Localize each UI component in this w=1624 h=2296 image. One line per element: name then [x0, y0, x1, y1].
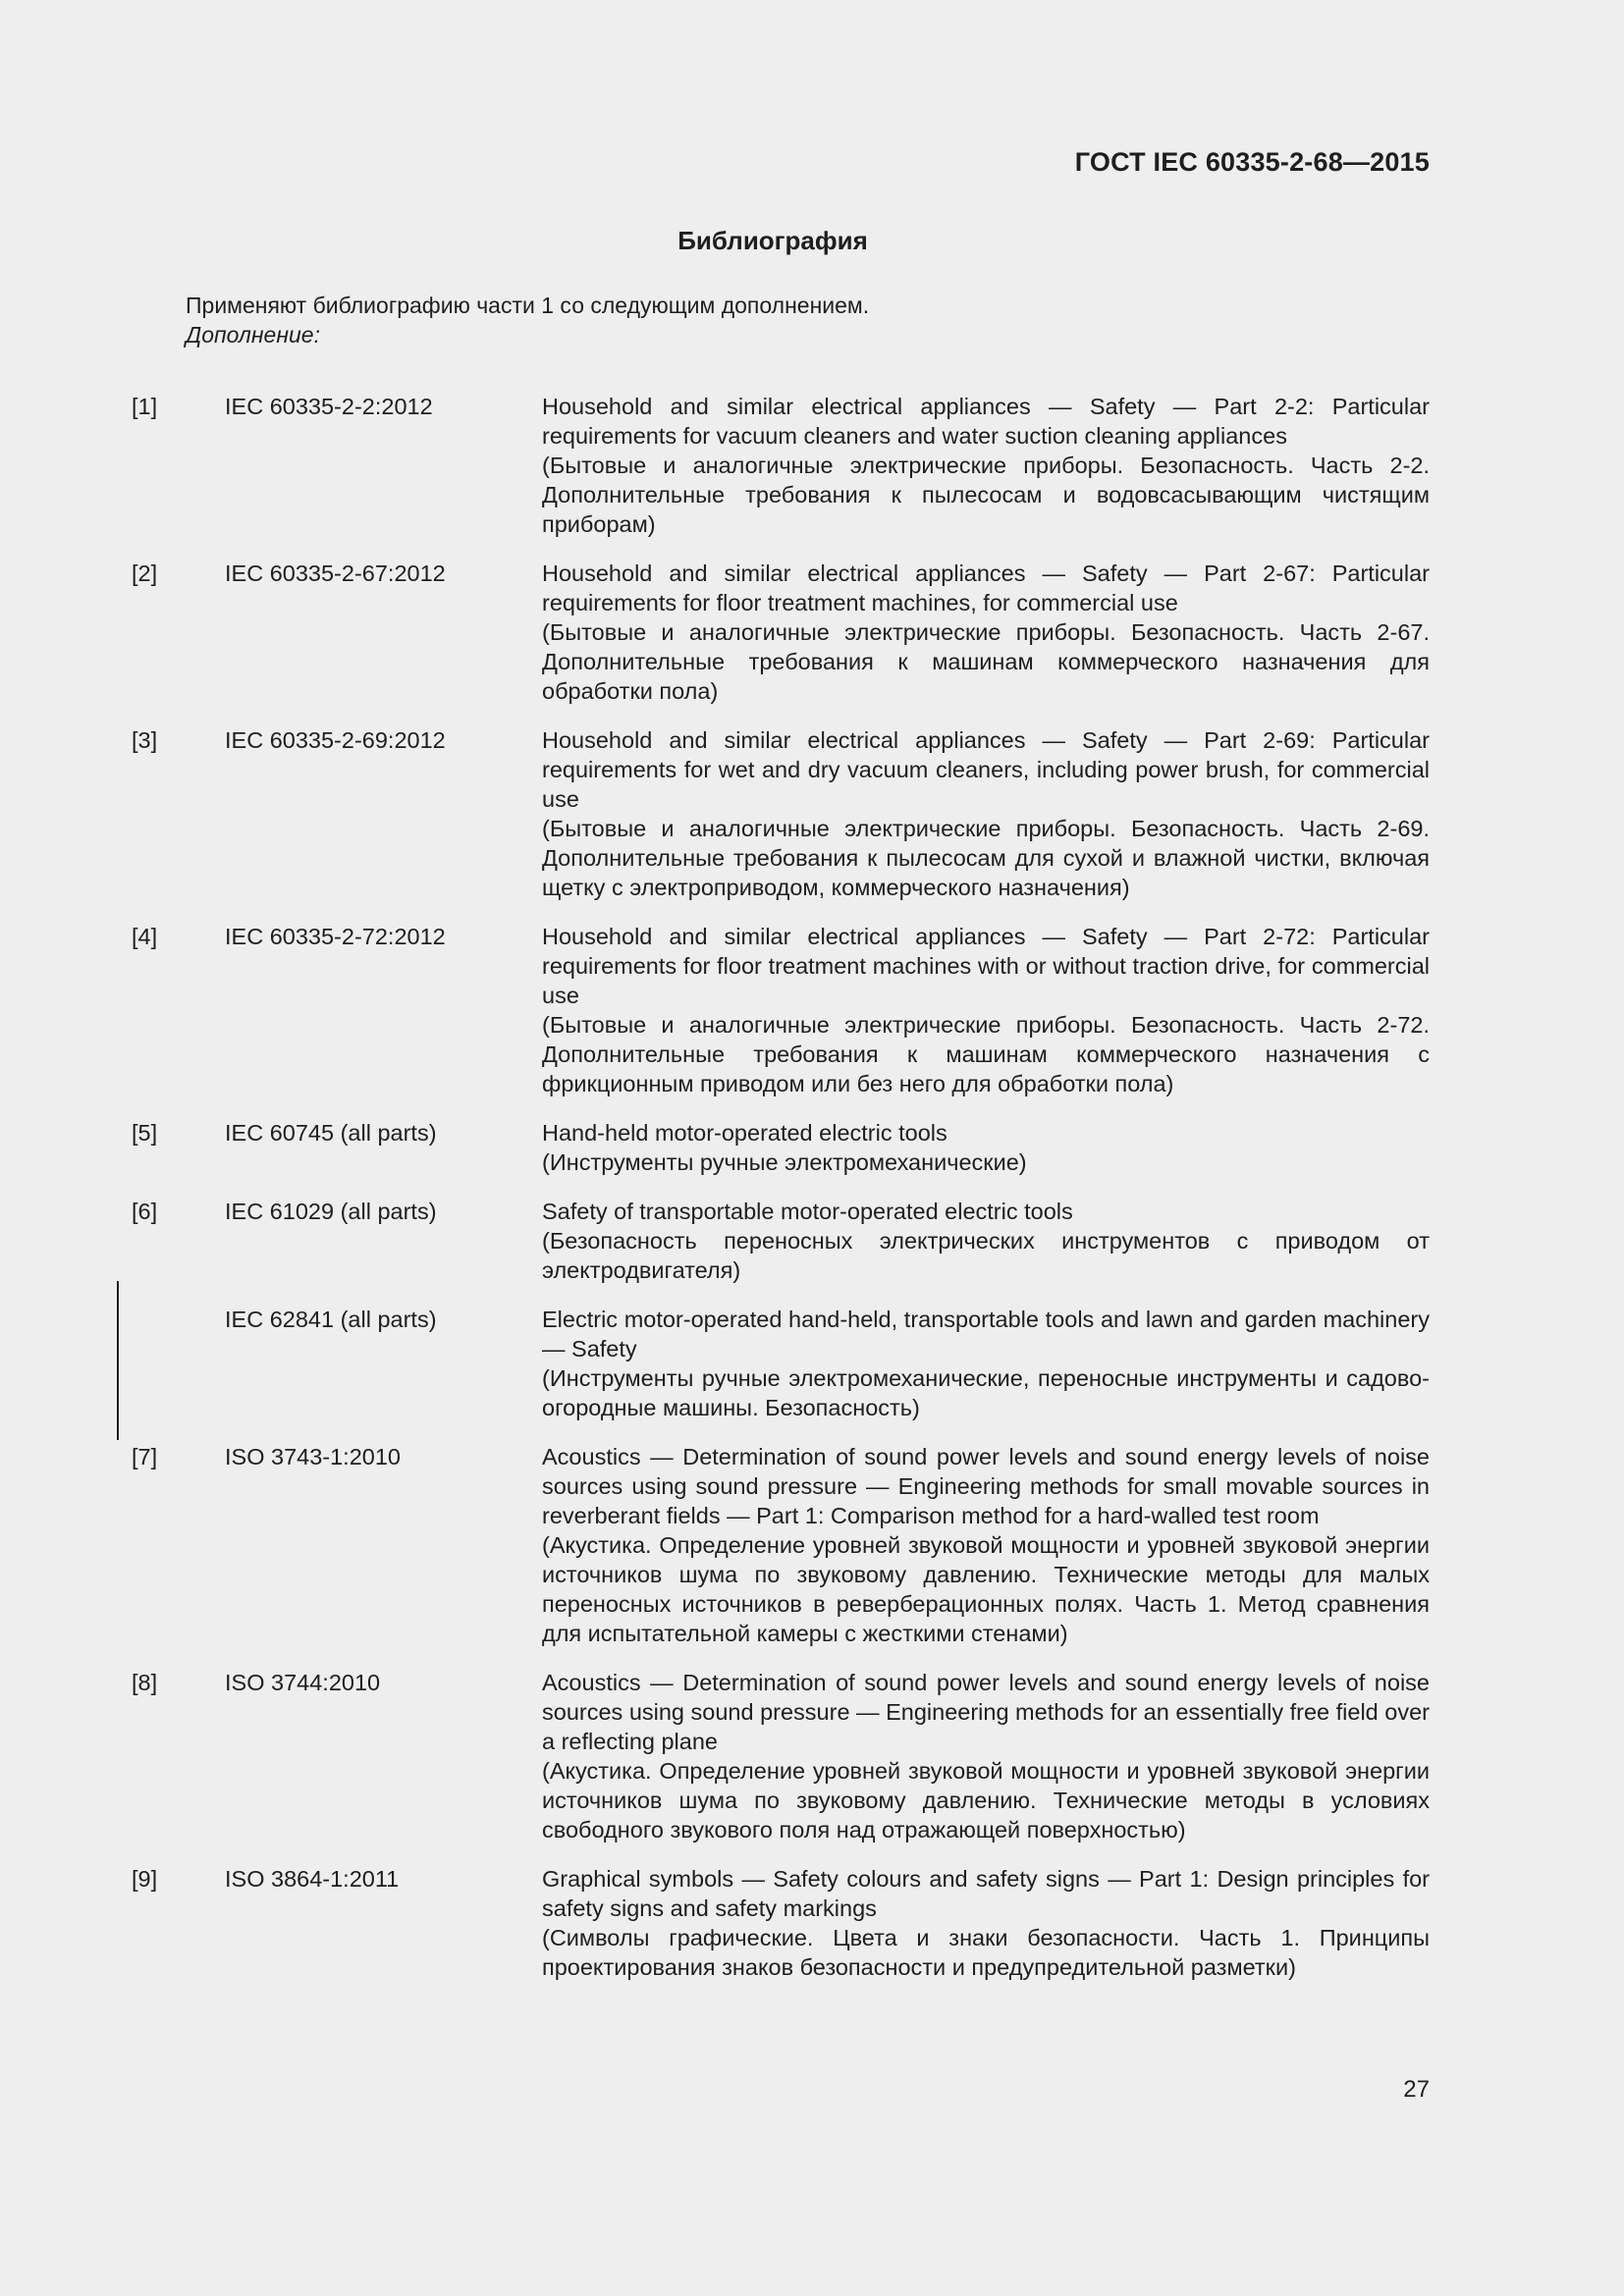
- reference-number: [4]: [132, 924, 158, 949]
- reference-title-ru: (Безопасность переносных электрических инструментов с приводом от электродвигателя): [542, 1228, 1430, 1283]
- reference-title-en: Household and similar electrical appliances — Safety — Part 2-69: Particular requirements for wet and dry vacuum cleaners, including power brush, for commercial use: [542, 727, 1430, 812]
- reference-code: IEC 60335-2-67:2012: [225, 561, 446, 586]
- reference-item: [132, 1668, 1430, 1844]
- page-number: 27: [1403, 2076, 1430, 2103]
- reference-item: [132, 392, 1430, 539]
- reference-number: [3]: [132, 727, 158, 753]
- reference-description: [542, 725, 1430, 902]
- reference-number: [9]: [132, 1866, 158, 1892]
- reference-description: [542, 1118, 1430, 1177]
- reference-title-en: Hand-held motor-operated electric tools: [542, 1120, 947, 1146]
- reference-title-en: Household and similar electrical appliances — Safety — Part 2-67: Particular requirements for floor treatment machines, for commercial use: [542, 561, 1430, 615]
- reference-title-en: Household and similar electrical appliances — Safety — Part 2-2: Particular requirements for vacuum cleaners and water suction cleaning appliances: [542, 394, 1430, 449]
- reference-title-ru: (Акустика. Определение уровней звуковой мощности и уровней звуковой энергии источников шума по звуковому давлению. Технические методы в условиях свободного звукового поля над отражающей поверхностью): [542, 1758, 1430, 1842]
- reference-title-ru: (Инструменты ручные электромеханические, переносные инструменты и садово-огородные машины. Безопасность): [542, 1365, 1430, 1420]
- intro-text: Применяют библиографию части 1 со следующим дополнением.: [186, 293, 870, 318]
- bibliography-list: [132, 392, 1430, 1982]
- reference-code: IEC 60335-2-72:2012: [225, 924, 446, 949]
- reference-title-en: Graphical symbols — Safety colours and safety signs — Part 1: Design principles for safety signs and safety markings: [542, 1866, 1430, 1921]
- reference-item: [132, 1305, 1430, 1422]
- reference-description: [542, 392, 1430, 539]
- reference-title-en: Acoustics — Determination of sound power levels and sound energy levels of noise sources using sound pressure — Engineering methods for small movable sources in reverberant fields — Part 1: Comparison method for a hard-walled test room: [542, 1444, 1430, 1528]
- reference-description: [542, 1442, 1430, 1648]
- reference-item: [132, 922, 1430, 1098]
- reference-description: [542, 1864, 1430, 1982]
- reference-item: [132, 1864, 1430, 1982]
- reference-title-ru: (Бытовые и аналогичные электрические приборы. Безопасность. Часть 2-67. Дополнительные требования к машинам коммерческого назначения для обработки пола): [542, 619, 1430, 704]
- revision-change-bar: [117, 1281, 119, 1440]
- reference-item: [132, 1442, 1430, 1648]
- reference-number: [2]: [132, 561, 158, 586]
- reference-number: [7]: [132, 1444, 158, 1469]
- reference-item: [132, 1118, 1430, 1177]
- reference-title-en: Electric motor-operated hand-held, transportable tools and lawn and garden machinery — Safety: [542, 1307, 1430, 1362]
- reference-number: [5]: [132, 1120, 158, 1146]
- reference-number: [132, 1305, 225, 1422]
- reference-description: [542, 559, 1430, 706]
- reference-code: ISO 3864-1:2011: [225, 1866, 400, 1892]
- reference-number: [1]: [132, 394, 158, 419]
- reference-title-ru: (Бытовые и аналогичные электрические приборы. Безопасность. Часть 2-72. Дополнительные требования к машинам коммерческого назначения с фрикционным приводом или без него для обработки пола): [542, 1012, 1430, 1096]
- reference-item: [132, 725, 1430, 902]
- reference-description: [542, 1668, 1430, 1844]
- reference-code: ISO 3743-1:2010: [225, 1444, 401, 1469]
- reference-title-ru: (Бытовые и аналогичные электрические приборы. Безопасность. Часть 2-2. Дополнительные требования к пылесосам и водовсасывающим чистящим приборам): [542, 453, 1430, 537]
- reference-title-en: Safety of transportable motor-operated electric tools: [542, 1199, 1073, 1224]
- reference-code: IEC 60335-2-69:2012: [225, 727, 446, 753]
- reference-description: [542, 1197, 1430, 1285]
- reference-title-ru: (Акустика. Определение уровней звуковой мощности и уровней звуковой энергии источников шума по звуковому давлению. Технические методы для малых переносных источников в реверберационных полях. Часть 1. Метод сравнения для испытательной камеры с жесткими стенами): [542, 1532, 1430, 1646]
- reference-title-ru: (Бытовые и аналогичные электрические приборы. Безопасность. Часть 2-69. Дополнительные требования к пылесосам для сухой и влажной чистки, включая щетку с электроприводом, коммерческого назначения): [542, 816, 1430, 900]
- reference-code: IEC 60745 (all parts): [225, 1120, 437, 1146]
- reference-description: [542, 1305, 1430, 1422]
- reference-code: IEC 61029 (all parts): [225, 1199, 437, 1224]
- reference-number: [8]: [132, 1670, 158, 1695]
- reference-title-en: Household and similar electrical appliances — Safety — Part 2-72: Particular requirements for floor treatment machines with or without traction drive, for commercial use: [542, 924, 1430, 1008]
- document-standard-id: ГОСТ IEC 60335-2-68—2015: [1074, 147, 1430, 177]
- reference-title-ru: (Символы графические. Цвета и знаки безопасности. Часть 1. Принципы проектирования знаков безопасности и предупредительной разметки): [542, 1925, 1430, 1980]
- reference-item: [132, 559, 1430, 706]
- reference-item: [132, 1197, 1430, 1285]
- reference-title-ru: (Инструменты ручные электромеханические): [542, 1149, 1027, 1175]
- reference-code: IEC 62841 (all parts): [225, 1307, 437, 1332]
- addition-label: Дополнение:: [186, 322, 320, 347]
- reference-title-en: Acoustics — Determination of sound power levels and sound energy levels of noise sources using sound pressure — Engineering methods for an essentially free field over a reflecting plane: [542, 1670, 1430, 1754]
- reference-description: [542, 922, 1430, 1098]
- page-title: Библиография: [677, 226, 868, 255]
- reference-code: IEC 60335-2-2:2012: [225, 394, 433, 419]
- reference-number: [6]: [132, 1199, 158, 1224]
- reference-code: ISO 3744:2010: [225, 1670, 381, 1695]
- intro-block: [186, 291, 869, 349]
